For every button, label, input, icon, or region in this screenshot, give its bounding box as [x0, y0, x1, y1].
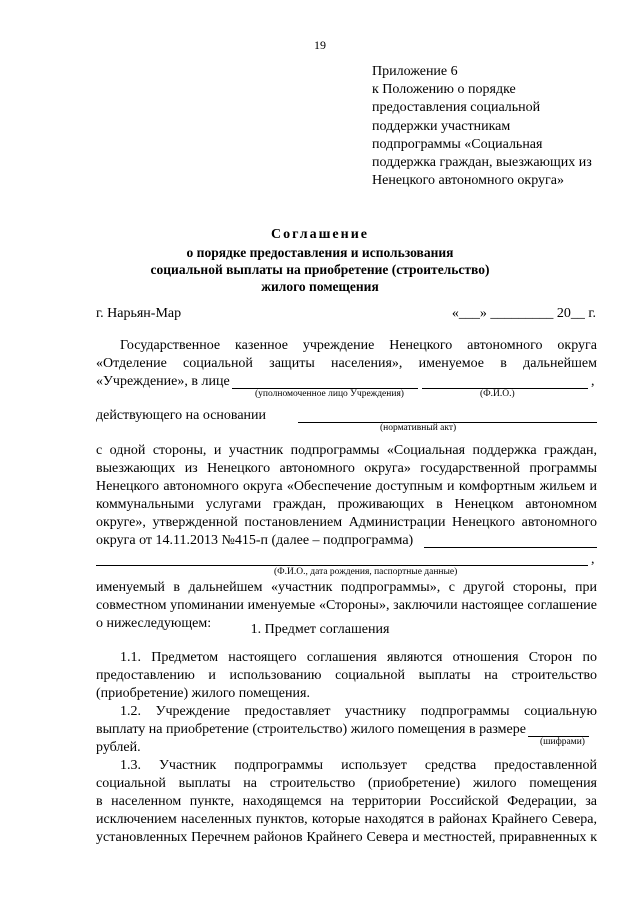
annex-header: [372, 63, 622, 190]
paragraph-line: выезжающих из Ненецкого автономного округа» государственной программы: [96, 461, 597, 476]
clause-line: установленных Перечнем районов Крайнего Севера и местностей, приравненных к: [96, 830, 597, 845]
annex-line: предоставления социальной: [372, 100, 541, 116]
clause-line: социальной выплаты на строительство (приобретение) жилого помещения: [96, 776, 597, 791]
caption-participant: (Ф.И.О., дата рождения, паспортные данные): [274, 567, 458, 577]
paragraph-line: о нижеследующем:: [96, 616, 212, 631]
clause-line: 1.1. Предметом настоящего соглашения являются отношения Сторон по: [120, 650, 597, 665]
annex-line: к Положению о порядке: [372, 82, 516, 98]
participant-blank-2[interactable]: [96, 565, 588, 566]
paragraph-line: «Отделение социальной защиты населения», именуемое в дальнейшем: [96, 356, 597, 371]
annex-line: поддержка граждан, выезжающих из: [372, 155, 592, 171]
paragraph-line: коммунальными услугами граждан, проживающих в Ненецком автономном: [96, 497, 597, 512]
paragraph-line: округа от 14.11.2013 №415-п (далее – подпрограмма): [96, 533, 414, 548]
caption-fio: (Ф.И.О.): [480, 389, 515, 399]
section-heading: 1. Предмет соглашения: [250, 622, 390, 637]
paragraph-line: округе», утвержденной постановлением Администрации Ненецкого автономного: [96, 515, 597, 530]
annex-line: поддержки участникам: [372, 118, 511, 134]
agreement-subtitle-2: социальной выплаты на приобретение (строительство): [150, 262, 490, 277]
comma: ,: [591, 552, 595, 567]
clause-line: в населенном пункте, находящемся на территории Российской Федерации, за: [96, 794, 597, 809]
city: г. Нарьян-Мар: [96, 306, 182, 321]
clause-line: выплату на приобретение (строительство) жилого помещения в размере: [96, 722, 526, 737]
agreement-subtitle-3: жилого помещения: [261, 279, 379, 294]
annex-line: Приложение 6: [372, 64, 458, 79]
paragraph-line: именуемый в дальнейшем «участник подпрограммы», с другой стороны, при: [96, 580, 597, 595]
paragraph-line: совместном упоминании именуемые «Стороны», заключили настоящее соглашение: [96, 598, 597, 613]
page-number: 19: [314, 38, 326, 52]
paragraph-line: Государственное казенное учреждение Ненецкого автономного округа: [120, 338, 597, 353]
agreement-subtitle-1: о порядке предоставления и использования: [186, 245, 454, 260]
clause-line: (приобретение) жилого помещения.: [96, 686, 310, 701]
caption-official: (уполномоченное лицо Учреждения): [255, 389, 404, 399]
agreement-title: Соглашение: [271, 227, 369, 242]
paragraph-line: «Учреждение», в лице: [96, 374, 230, 389]
comma: ,: [591, 374, 595, 389]
annex-line: Ненецкого автономного округа»: [372, 173, 564, 189]
date-field: «___» _________ 20__ г.: [451, 306, 596, 321]
caption-cipher: (шифрами): [540, 737, 585, 747]
clause-line: рублей.: [96, 740, 141, 755]
clause-line: 1.3. Участник подпрограммы использует средства предоставленной: [120, 758, 597, 773]
annex-line: подпрограммы «Социальная: [372, 136, 543, 152]
paragraph-line: с одной стороны, и участник подпрограммы «Социальная поддержка граждан,: [96, 443, 597, 458]
clause-line: исключением населенных пунктов, которые находятся в районах Крайнего Севера,: [96, 812, 597, 827]
clause-line: предоставлению и использованию социальной выплаты на строительство: [96, 668, 597, 683]
paragraph-line: действующего на основании: [96, 408, 267, 423]
paragraph-line: Ненецкого автономного округа «Обеспечение доступным и комфортным жильем и: [96, 479, 597, 494]
clause-line: 1.2. Учреждение предоставляет участнику подпрограммы социальную: [120, 704, 597, 719]
caption-act: (нормативный акт): [380, 423, 457, 433]
